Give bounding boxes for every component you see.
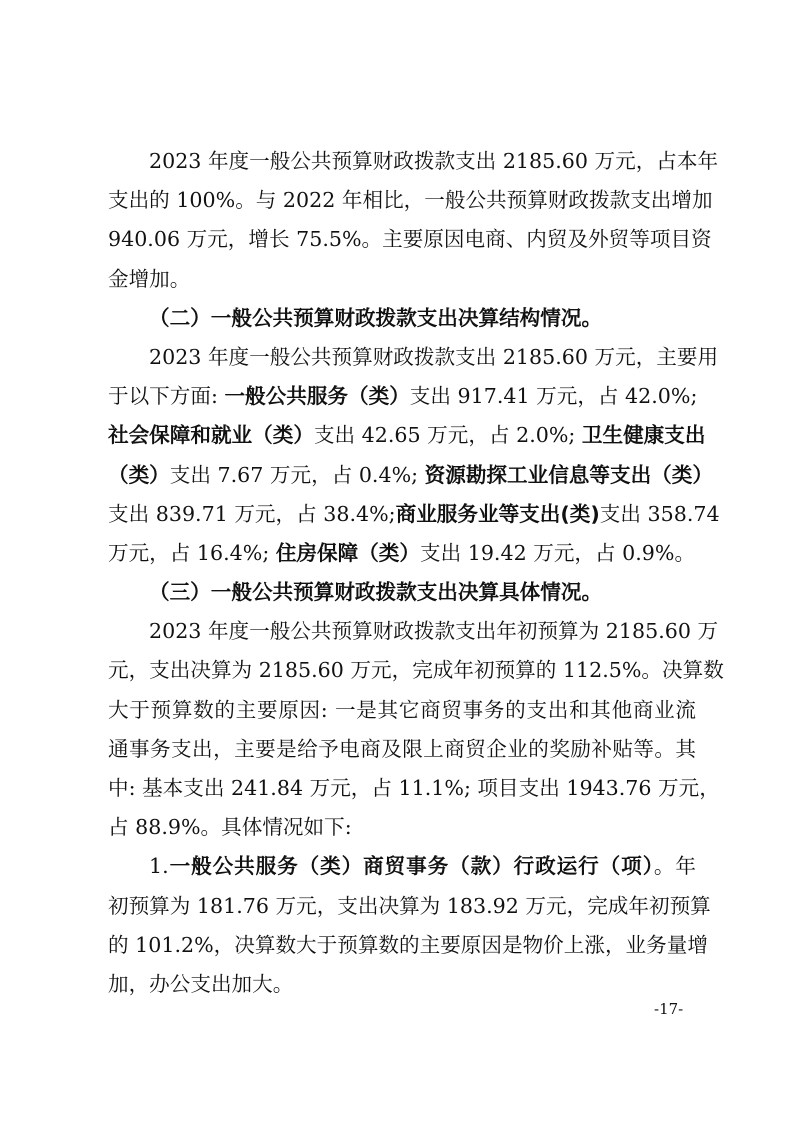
paragraph-line: 元，支出决算为 2185.60 万元，完成年初预算的 112.5%。决算数 <box>108 658 724 683</box>
document-body <box>108 142 724 1004</box>
category-label: 商业服务业等支出(类) <box>395 501 600 526</box>
text: 支出 917.41 万元，占 42.0%; <box>409 384 698 409</box>
paragraph-line: 占 88.9%。具体情况如下: <box>108 815 352 840</box>
section-heading: （三）一般公共预算财政拨款支出决算具体情况。 <box>149 580 603 605</box>
paragraph-line: 加，办公支出加大。 <box>108 971 294 996</box>
paragraph-line: 金增加。 <box>108 266 191 291</box>
paragraph-line: 2023 年度一般公共预算财政拨款支出 2185.60 万元，主要用 <box>149 344 719 369</box>
category-label: 卫生健康支出 <box>581 423 706 448</box>
paragraph-line: 2023 年度一般公共预算财政拨款支出年初预算为 2185.60 万 <box>149 619 719 644</box>
category-label: 社会保障和就业（类） <box>108 423 314 448</box>
section-heading: （二）一般公共预算财政拨款支出决算结构情况。 <box>149 305 603 330</box>
paragraph-line: 大于预算数的主要原因: 一是其它商贸事务的支出和其他商业流 <box>108 697 696 722</box>
page-number: -17- <box>654 1000 684 1018</box>
text: 支出 19.42 万元，占 0.9%。 <box>419 540 696 565</box>
paragraph-line <box>108 495 720 534</box>
text: 支出 42.65 万元，占 2.0%; <box>313 423 582 448</box>
category-label: 一般公共服务（类） <box>224 384 410 409</box>
paragraph-line: 初预算为 181.76 万元，支出决算为 183.92 万元，完成年初预算 <box>108 893 711 918</box>
paragraph-line <box>108 534 696 573</box>
text: 于以下方面: <box>108 384 225 409</box>
category-label: 住房保障（类） <box>275 540 420 565</box>
item-title: 一般公共服务（类）商贸事务（款）行政运行（项） <box>168 854 654 879</box>
paragraph-line: 中: 基本支出 241.84 万元，占 11.1%; 项目支出 1943.76 万元， <box>108 776 720 800</box>
paragraph-line: 的 101.2%，决算数大于预算数的主要原因是物价上涨，业务量增 <box>108 932 708 957</box>
paragraph-line <box>108 416 706 455</box>
paragraph-line <box>108 456 713 495</box>
text: 支出 839.71 万元，占 38.4%; <box>108 501 396 526</box>
category-label: （类） <box>108 462 170 487</box>
text: 支出 7.67 万元，占 0.4%; <box>169 462 425 487</box>
paragraph-line: 通事务支出，主要是给予电商及限上商贸企业的奖励补贴等。其 <box>108 736 696 761</box>
text: 支出 358.74 <box>599 501 720 526</box>
paragraph-line: 支出的 100%。与 2022 年相比，一般公共预算财政拨款支出增加 <box>108 188 713 213</box>
category-label: 资源勘探工业信息等支出（类） <box>424 462 713 487</box>
paragraph-line: 940.06 万元，增长 75.5%。主要原因电商、内贸及外贸等项目资 <box>108 227 712 252</box>
text: 。年 <box>653 854 697 879</box>
paragraph-line: 2023 年度一般公共预算财政拨款支出 2185.60 万元，占本年 <box>149 149 719 173</box>
text: 万元，占 16.4%; <box>108 540 276 565</box>
paragraph-line <box>108 847 696 886</box>
list-number: 1. <box>149 854 169 879</box>
paragraph-line <box>108 377 696 416</box>
